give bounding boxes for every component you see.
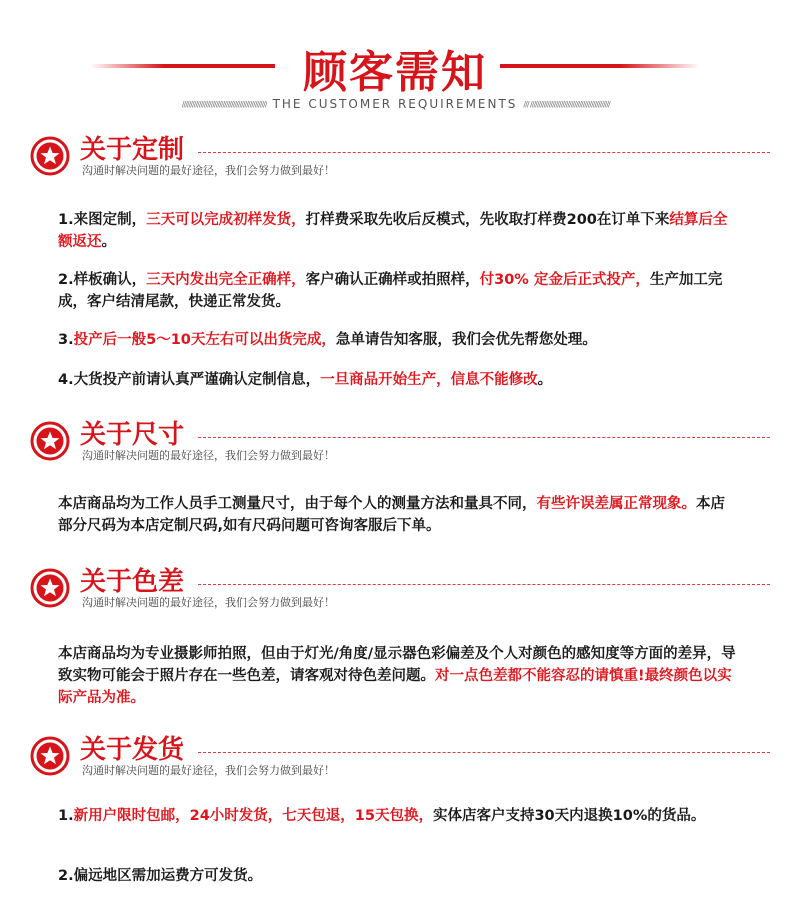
custom-item-4: 4.大货投产前请认真严谨确认定制信息，一旦商品开始生产，信息不能修改。 [58,372,553,388]
section-divider [198,437,770,438]
section-header-custom [30,131,770,181]
section-title-color: 关于色差 [80,567,185,597]
subtitle-slashes-right: /// /////////////////////////////////////////////// [523,99,610,109]
title-rule-right [500,64,700,68]
shipping-item-2: 2.偏远地区需加运费方可发货。 [58,868,263,884]
section-tagline: 沟通时解决问题的最好途径，我们会努力做到最好！ [82,449,335,462]
page-subtitle-row [0,96,790,112]
section-tagline: 沟通时解决问题的最好途径，我们会努力做到最好！ [82,164,335,177]
section-header-shipping [30,731,770,781]
page-subtitle: THE CUSTOMER REQUIREMENTS [272,97,518,111]
section-tagline: 沟通时解决问题的最好途径，我们会努力做到最好！ [82,596,335,609]
section-divider [198,152,770,153]
section-header-color [30,563,770,613]
section-title-custom: 关于定制 [80,135,185,165]
section-title-size: 关于尺寸 [80,420,185,450]
star-badge-icon [30,736,70,776]
custom-item-2: 2.样板确认，三天内发出完全正确样，客户确认正确样或拍照样，付30% 定金后正式投产，生产加工完成，客户结清尾款，快递正常发货。 [58,272,723,310]
star-badge-icon [30,136,70,176]
shipping-item-1: 1.新用户限时包邮，24小时发货，七天包退，15天包换，实体店客户支持30天内退换10%的货品。 [58,808,706,824]
section-tagline: 沟通时解决问题的最好途径，我们会努力做到最好！ [82,764,335,777]
star-badge-icon [30,568,70,608]
section-divider [198,752,770,753]
custom-item-1: 1.来图定制，三天可以完成初样发货，打样费采取先收后反模式，先收取打样费200在订单下来结算后全额返还。 [58,212,728,250]
custom-item-3: 3.投产后一般5～10天左右可以出货完成，急单请告知客服，我们会优先帮您处理。 [58,332,597,348]
size-body: 本店商品均为工作人员手工测量尺寸，由于每个人的测量方法和量具不同，有些许误差属正常现象。本店部分尺码为本店定制尺码,如有尺码问题可咨询客服后下单。 [58,496,725,534]
color-body: 本店商品均为专业摄影师拍照，但由于灯光/角度/显示器色彩偏差及个人对颜色的感知度等方面的差异，导致实物可能会于照片存在一些色差，请客观对待色差问题。对一点色差都不能容忍的请慎重!最终颜色以实际产品为准。 [58,646,736,706]
page-title: 顾客需知 [303,47,487,98]
subtitle-slashes-left: ////////////////////////////////////////////////// [181,99,267,109]
section-divider [198,584,770,585]
star-badge-icon [30,421,70,461]
section-title-shipping: 关于发货 [80,735,185,765]
section-header-size [30,416,770,466]
page-title-block [0,34,790,98]
